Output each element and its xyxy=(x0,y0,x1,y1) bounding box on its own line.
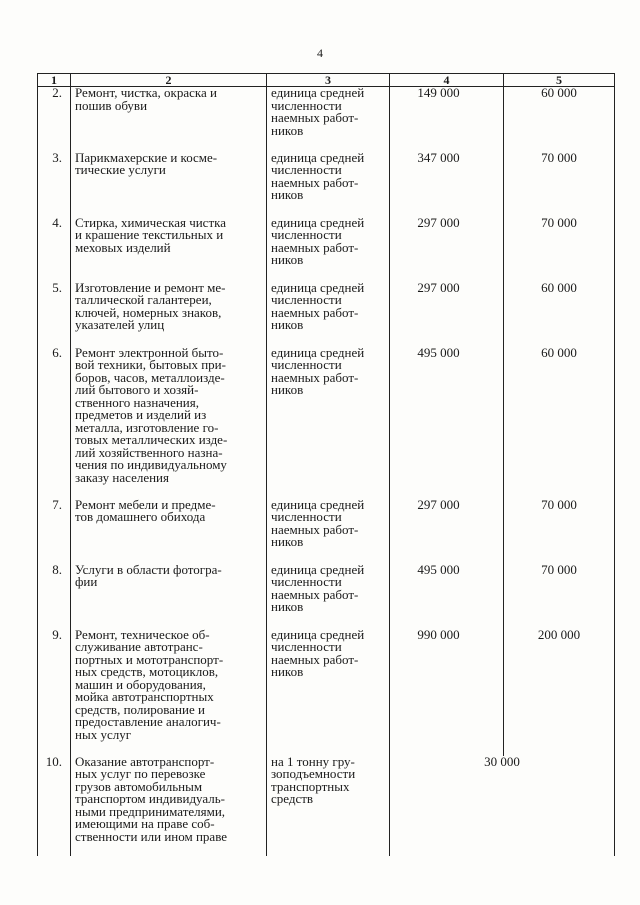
unit-line: ников xyxy=(271,317,304,332)
value-col5-cell: 60 000 xyxy=(504,87,615,152)
unit-line: численности xyxy=(271,639,342,654)
service-name-line: фии xyxy=(75,574,98,589)
unit-cell xyxy=(267,496,390,564)
unit-line: численности xyxy=(271,292,342,307)
service-name-line: Оказание автотранспорт- xyxy=(75,753,215,769)
row-number-cell: 3. xyxy=(38,152,71,217)
unit-cell xyxy=(267,561,390,629)
value-col4-cell: 297 000 xyxy=(390,217,504,282)
service-name-line: и крашение текстильных и xyxy=(75,227,224,242)
row-number-cell: 5. xyxy=(38,282,71,347)
value-col5-cell: 200 000 xyxy=(504,629,615,756)
value-col4-cell: 149 000 xyxy=(390,87,504,152)
value-col5-cell: 70 000 xyxy=(504,499,615,564)
service-name-line: Ремонт, чистка, окраска и xyxy=(75,85,218,100)
service-name-line: Ремонт электронной быто- xyxy=(75,344,224,360)
unit-line: ников xyxy=(271,252,304,267)
service-name-line: товых металлических изде- xyxy=(75,432,228,447)
unit-line: ников xyxy=(271,534,304,549)
service-name-line: предоставление аналогич- xyxy=(75,714,221,729)
value-col4-cell: 347 000 xyxy=(390,152,504,217)
service-name-line: ных услуг xyxy=(75,726,132,742)
service-name-line: Изготовление и ремонт ме- xyxy=(75,279,226,295)
merged-value-cell: 30 000 xyxy=(390,756,615,856)
service-name-cell xyxy=(71,149,267,217)
unit-line: численности xyxy=(271,357,342,372)
service-name-line: лий бытового и хозяй- xyxy=(75,382,199,397)
service-name-line: заказу населения xyxy=(75,469,169,485)
unit-line: наемных работ- xyxy=(271,369,359,385)
unit-line: единица средней xyxy=(271,149,365,165)
value-col4-cell: 297 000 xyxy=(390,282,504,347)
service-name-line: машин и оборудования, xyxy=(75,676,206,692)
service-name-line: ных средств, мотоциклов, xyxy=(75,664,219,679)
service-name-cell xyxy=(71,87,267,152)
row-number-cell: 8. xyxy=(38,564,71,629)
tax-rate-table xyxy=(37,73,615,856)
unit-line: ников xyxy=(271,599,304,614)
unit-line: единица средней xyxy=(271,214,365,230)
service-name-line: металла, изготовление го- xyxy=(75,419,219,435)
service-name-line: таллической галантереи, xyxy=(75,292,212,307)
unit-line: единица средней xyxy=(271,561,365,577)
service-name-line: боров, часов, металлоизде- xyxy=(75,369,225,385)
table-row xyxy=(38,629,615,756)
service-name-line: ных услуг по перевозке xyxy=(75,766,206,781)
service-name-line: Ремонт, техническое об- xyxy=(75,626,210,642)
column-header: 1 xyxy=(38,74,71,87)
unit-line: транспортных xyxy=(271,778,350,794)
row-number-cell: 6. xyxy=(38,347,71,499)
unit-cell xyxy=(267,279,390,347)
service-name-line: ключей, номерных знаков, xyxy=(75,304,222,320)
column-header: 4 xyxy=(390,74,504,87)
table-row xyxy=(38,756,615,856)
table-row xyxy=(38,87,615,152)
unit-line: на 1 тонну гру- xyxy=(271,753,355,769)
service-name-line: пошив обуви xyxy=(75,97,148,113)
unit-line: ников xyxy=(271,187,304,202)
unit-line: численности xyxy=(271,227,342,242)
service-name-cell xyxy=(71,626,267,756)
column-header: 3 xyxy=(267,74,390,87)
unit-line: наемных работ- xyxy=(271,586,359,602)
column-header: 2 xyxy=(71,74,267,87)
value-col5-cell: 70 000 xyxy=(504,152,615,217)
unit-line: единица средней xyxy=(271,344,365,360)
value-col4-cell: 990 000 xyxy=(390,629,504,756)
unit-line: наемных работ- xyxy=(271,174,359,190)
unit-line: единица средней xyxy=(271,279,365,295)
service-name-line: вой техники, бытовых при- xyxy=(75,357,226,372)
service-name-line: указателей улиц xyxy=(75,317,165,332)
service-name-cell xyxy=(71,496,267,564)
row-number-cell: 4. xyxy=(38,217,71,282)
unit-line: единица средней xyxy=(271,85,365,100)
unit-cell xyxy=(267,344,390,499)
service-name-line: служивание автотранс- xyxy=(75,639,203,654)
value-col5-cell: 70 000 xyxy=(504,564,615,629)
unit-line: наемных работ- xyxy=(271,651,359,667)
service-name-line: транспортом индивидуаль- xyxy=(75,791,226,806)
value-col5-cell: 60 000 xyxy=(504,282,615,347)
page-number: 4 xyxy=(317,46,323,60)
unit-cell xyxy=(267,214,390,282)
table-row xyxy=(38,499,615,564)
service-name-line: имеющими на праве соб- xyxy=(75,816,215,831)
service-name-cell xyxy=(71,279,267,347)
value-col4-cell: 495 000 xyxy=(390,564,504,629)
unit-line: численности xyxy=(271,509,342,524)
unit-cell xyxy=(267,626,390,756)
unit-line: наемных работ- xyxy=(271,304,359,320)
row-number-cell: 9. xyxy=(38,629,71,756)
service-name-line: Услуги в области фотогра- xyxy=(75,561,222,577)
unit-line: ников xyxy=(271,122,304,138)
service-name-line: Стирка, химическая чистка xyxy=(75,214,227,230)
unit-cell xyxy=(267,87,390,152)
table-row xyxy=(38,564,615,629)
service-name-line: ственности или ином праве xyxy=(75,828,228,844)
unit-line: ников xyxy=(271,664,304,679)
unit-line: численности xyxy=(271,574,342,589)
unit-line: численности xyxy=(271,97,342,113)
service-name-line: меховых изделий xyxy=(75,239,171,255)
table-row xyxy=(38,152,615,217)
service-name-line: грузов автомобильным xyxy=(75,778,203,794)
row-number-cell: 10. xyxy=(38,756,71,856)
service-name-line: предметов и изделий из xyxy=(75,407,207,422)
unit-line: зоподъемности xyxy=(271,766,356,781)
unit-line: наемных работ- xyxy=(271,110,359,125)
value-col5-cell: 70 000 xyxy=(504,217,615,282)
unit-cell xyxy=(267,149,390,217)
row-number-cell: 2. xyxy=(38,87,71,152)
unit-line: единица средней xyxy=(271,496,365,512)
service-name-line: Парикмахерские и косме- xyxy=(75,149,218,165)
row-number-cell: 7. xyxy=(38,499,71,564)
service-name-cell xyxy=(71,344,267,499)
unit-line: единица средней xyxy=(271,626,365,642)
service-name-cell xyxy=(71,214,267,282)
service-name-line: чения по индивидуальному xyxy=(75,457,227,472)
service-name-line: тов домашнего обихода xyxy=(75,509,206,524)
service-name-line: лий хозяйственного назна- xyxy=(75,444,223,460)
service-name-line: мойка автотранспортных xyxy=(75,689,214,704)
service-name-line: тические услуги xyxy=(75,162,166,177)
unit-line: ников xyxy=(271,382,304,397)
service-name-line: Ремонт мебели и предме- xyxy=(75,496,216,512)
value-col4-cell: 297 000 xyxy=(390,499,504,564)
column-header: 5 xyxy=(504,74,615,87)
unit-line: численности xyxy=(271,162,342,177)
service-name-cell xyxy=(71,753,267,856)
service-name-line: ными предпринимателями, xyxy=(75,803,226,819)
service-name-line: средств, полирование и xyxy=(75,701,205,717)
service-name-line: портных и мототранспорт- xyxy=(75,651,224,667)
table-row xyxy=(38,282,615,347)
service-name-line: ственного назначения, xyxy=(75,394,199,410)
table-row xyxy=(38,217,615,282)
value-col5-cell: 60 000 xyxy=(504,347,615,499)
value-col4-cell: 495 000 xyxy=(390,347,504,499)
table-row xyxy=(38,347,615,499)
service-name-cell xyxy=(71,561,267,629)
unit-line: средств xyxy=(271,791,314,806)
unit-line: наемных работ- xyxy=(271,239,359,255)
unit-line: наемных работ- xyxy=(271,521,359,537)
unit-cell xyxy=(267,753,390,856)
